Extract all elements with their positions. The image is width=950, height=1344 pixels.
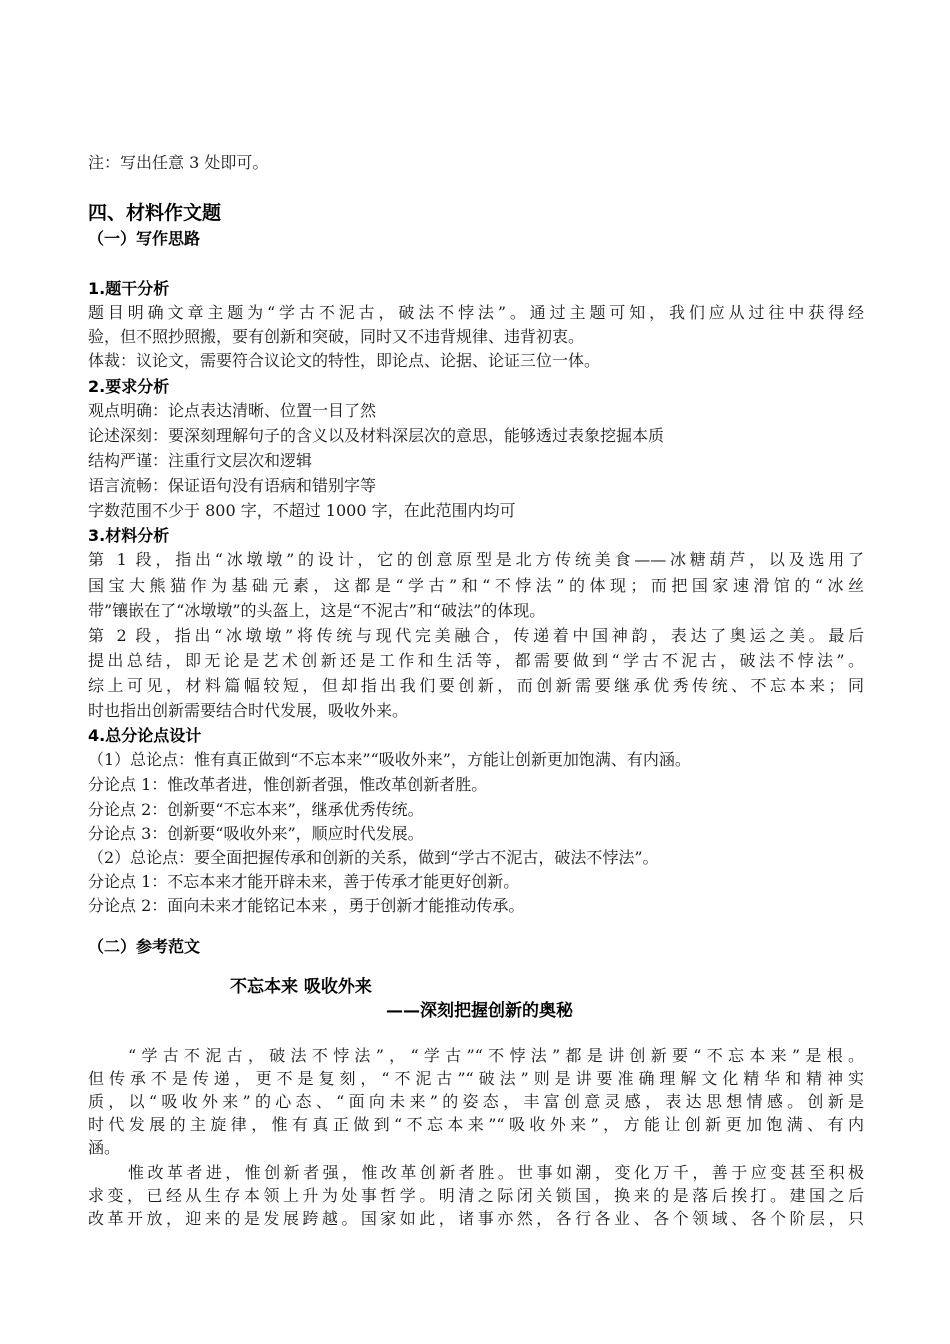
part3-heading: 3.材料分析: [88, 526, 170, 545]
paragraph-line: 综上可见，材料篇幅较短，但却指出我们要创新，而创新需要继承优秀传统、不忘本来；同: [88, 676, 864, 695]
essay-line: 涵。: [88, 1138, 121, 1157]
essay-line: 改革开放，迎来的是发展跨越。国家如此，诸事亦然，各行各业、各个领域、各个阶层，只: [88, 1209, 864, 1228]
paragraph-line: 第 1 段，指出“冰墩墩”的设计，它的创意原型是北方传统美食——冰糖葫芦，以及选用了: [88, 550, 864, 569]
note-text: 注：写出任意 3 处即可。: [88, 153, 269, 172]
essay-title: 不忘本来 吸收外来: [230, 977, 372, 997]
thesis-line: 分论点 3：创新要“吸收外来”，顺应时代发展。: [88, 824, 424, 843]
paragraph-line: 时也指出创新需要结合时代发展，吸收外来。: [88, 701, 409, 720]
essay-line: “学古不泥古，破法不悖法”，“学古”“不悖法”都是讲创新要“不忘本来”是根。: [128, 1046, 864, 1065]
essay-line: 但传承不是传递，更不是复刻，“不泥古”“破法”则是讲要准确理解文化精华和精神实: [88, 1069, 864, 1088]
paragraph-line: 提出总结，即无论是艺术创新还是工作和生活等，都需要做到“学古不泥古，破法不悖法”。: [88, 651, 864, 670]
thesis-line: （2）总论点：要全面把握传承和创新的关系，做到“学古不泥古，破法不悖法”。: [88, 848, 659, 867]
paragraph-line: 第 2 段，指出“冰墩墩”将传统与现代完美融合，传递着中国神韵，表达了奥运之美。最后: [88, 626, 864, 645]
list-item: 语言流畅：保证语句没有语病和错别字等: [88, 476, 377, 495]
essay-subtitle: ——深刻把握创新的奥秘: [386, 1001, 573, 1021]
essay-line: 惟改革者进，惟创新者强，惟改革创新者胜。世事如潮，变化万千，善于应变甚至积极: [128, 1163, 864, 1182]
thesis-line: （1）总论点：惟有真正做到“不忘本来”“吸收外来”，方能让创新更加饱满、有内涵。: [88, 750, 691, 769]
list-item: 字数范围不少于 800 字，不超过 1000 字，在此范围内均可: [88, 501, 516, 520]
paragraph-line: 带”镶嵌在了“冰墩墩”的头盔上，这是“不泥古”和“破法”的体现。: [88, 601, 546, 620]
subsection-heading-sample: （二）参考范文: [88, 937, 201, 956]
essay-line: 时代发展的主旋律，惟有真正做到“不忘本来”“吸收外来”，方能让创新更加饱满、有内: [88, 1115, 864, 1134]
paragraph-line: 国宝大熊猫作为基础元素，这都是“学古”和“不悖法”的体现；而把国家速滑馆的“冰丝: [88, 576, 864, 595]
essay-line: 求变，已经从生存本领上升为处事哲学。明清之际闭关锁国，换来的是落后挨打。建国之后: [88, 1186, 864, 1205]
list-item: 论述深刻：要深刻理解句子的含义以及材料深层次的意思，能够透过表象挖掘本质: [88, 426, 665, 445]
essay-line: 质，以“吸收外来”的心态、“面向未来”的姿态，丰富创意灵感，表达思想情感。创新是: [88, 1092, 864, 1111]
part4-heading: 4.总分论点设计: [88, 726, 202, 745]
thesis-line: 分论点 2：创新要“不忘本来”，继承优秀传统。: [88, 800, 424, 819]
thesis-line: 分论点 1：惟改革者进，惟创新者强，惟改革创新者胜。: [88, 775, 488, 794]
part2-heading: 2.要求分析: [88, 377, 170, 396]
list-item: 结构严谨：注重行文层次和逻辑: [88, 451, 313, 470]
section-heading: 四、材料作文题: [88, 202, 222, 224]
subsection-heading-thinking: （一）写作思路: [88, 229, 201, 248]
list-item: 观点明确：论点表达清晰、位置一目了然: [88, 401, 377, 420]
paragraph-line: 验，但不照抄照搬，要有创新和突破，同时又不违背规律、违背初衷。: [88, 327, 585, 346]
thesis-line: 分论点 2：面向未来才能铭记本来 ，勇于创新才能推动传承。: [88, 896, 525, 915]
part1-heading: 1.题干分析: [88, 279, 170, 298]
paragraph-line: 体裁：议论文，需要符合议论文的特性，即论点、论据、论证三位一体。: [88, 351, 601, 370]
thesis-line: 分论点 1：不忘本来才能开辟未来，善于传承才能更好创新。: [88, 872, 520, 891]
paragraph-line: 题目明确文章主题为“学古不泥古，破法不悖法”。通过主题可知，我们应从过往中获得经: [88, 303, 864, 322]
